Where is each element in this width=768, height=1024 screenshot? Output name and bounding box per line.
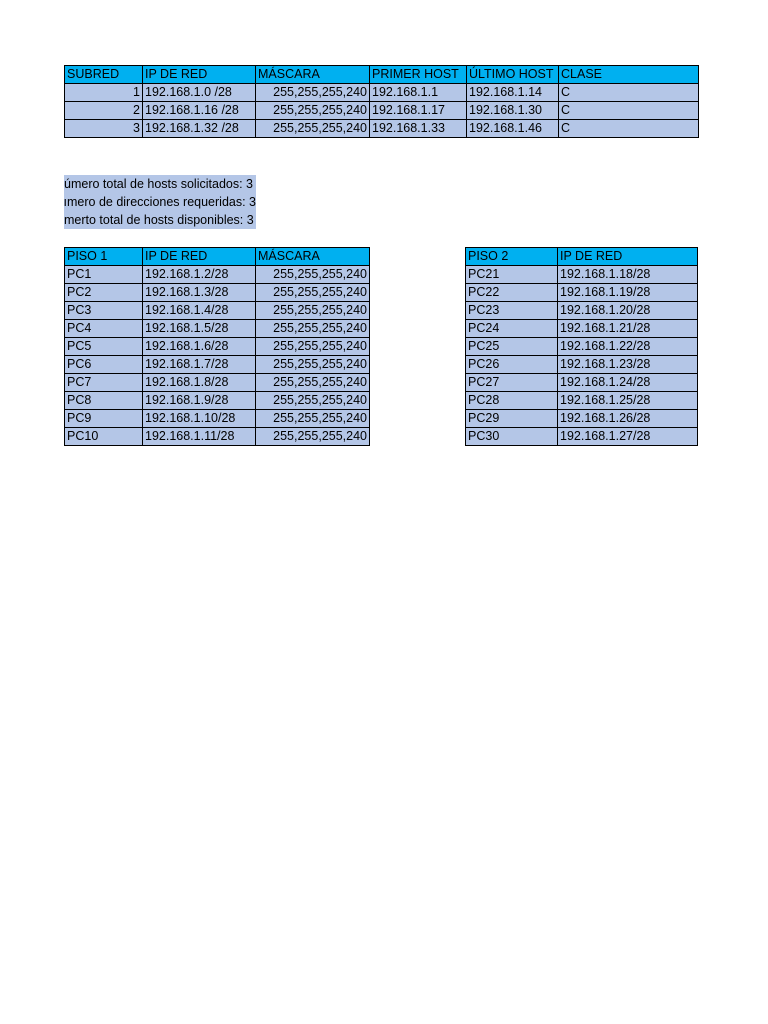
table-row xyxy=(65,428,370,446)
cell[interactable]: C xyxy=(559,84,699,102)
cell[interactable]: 192.168.1.33 xyxy=(370,120,467,138)
cell[interactable]: PC24 xyxy=(466,320,558,338)
cell[interactable]: 255,255,255,240 xyxy=(256,320,370,338)
table-row xyxy=(466,284,698,302)
cell[interactable]: 1 xyxy=(65,84,143,102)
cell[interactable]: 192.168.1.30 xyxy=(467,102,559,120)
floor2-header-row xyxy=(466,248,698,266)
header-cell[interactable]: ÚLTIMO HOST xyxy=(467,66,559,84)
cell[interactable]: 192.168.1.27/28 xyxy=(558,428,698,446)
table-row xyxy=(466,302,698,320)
cell[interactable]: PC9 xyxy=(65,410,143,428)
header-cell[interactable]: MÁSCARA xyxy=(256,66,370,84)
table-row xyxy=(65,338,370,356)
cell[interactable]: 3 xyxy=(65,120,143,138)
cell[interactable]: 192.168.1.6/28 xyxy=(143,338,256,356)
table-row xyxy=(65,392,370,410)
cell[interactable]: 192.168.1.26/28 xyxy=(558,410,698,428)
cell[interactable]: PC21 xyxy=(466,266,558,284)
cell[interactable]: 192.168.1.9/28 xyxy=(143,392,256,410)
table-row xyxy=(466,392,698,410)
note-hosts-requested[interactable]: úmero total de hosts solicitados: 3 xyxy=(64,175,256,193)
table-row xyxy=(65,320,370,338)
cell[interactable]: 255,255,255,240 xyxy=(256,392,370,410)
cell[interactable]: 192.168.1.19/28 xyxy=(558,284,698,302)
cell[interactable]: 192.168.1.17 xyxy=(370,102,467,120)
table-row xyxy=(65,374,370,392)
cell[interactable]: 255,255,255,240 xyxy=(256,356,370,374)
table-row xyxy=(466,410,698,428)
cell[interactable]: 192.168.1.7/28 xyxy=(143,356,256,374)
cell[interactable]: PC3 xyxy=(65,302,143,320)
table-row xyxy=(466,356,698,374)
header-cell[interactable]: IP DE RED xyxy=(143,66,256,84)
table-row xyxy=(65,266,370,284)
floor2-table xyxy=(465,247,698,446)
cell[interactable]: PC28 xyxy=(466,392,558,410)
cell[interactable]: PC4 xyxy=(65,320,143,338)
cell[interactable]: 192.168.1.32 /28 xyxy=(143,120,256,138)
cell[interactable]: 192.168.1.0 /28 xyxy=(143,84,256,102)
cell[interactable]: 192.168.1.4/28 xyxy=(143,302,256,320)
cell[interactable]: 255,255,255,240 xyxy=(256,266,370,284)
cell[interactable]: 192.168.1.24/28 xyxy=(558,374,698,392)
cell[interactable]: 192.168.1.25/28 xyxy=(558,392,698,410)
cell[interactable]: PC8 xyxy=(65,392,143,410)
cell[interactable]: 192.168.1.1 xyxy=(370,84,467,102)
cell[interactable]: 192.168.1.46 xyxy=(467,120,559,138)
table-row xyxy=(65,284,370,302)
cell[interactable]: PC25 xyxy=(466,338,558,356)
table-row xyxy=(466,428,698,446)
table-row xyxy=(466,374,698,392)
cell[interactable]: PC30 xyxy=(466,428,558,446)
cell[interactable]: PC1 xyxy=(65,266,143,284)
header-cell[interactable]: MÁSCARA xyxy=(256,248,370,266)
table-row xyxy=(466,266,698,284)
cell[interactable]: 192.168.1.21/28 xyxy=(558,320,698,338)
cell[interactable]: PC26 xyxy=(466,356,558,374)
cell[interactable]: PC23 xyxy=(466,302,558,320)
cell[interactable]: PC5 xyxy=(65,338,143,356)
note-addresses-required[interactable]: ımero de direcciones requeridas: 3 xyxy=(64,195,256,209)
cell[interactable]: PC6 xyxy=(65,356,143,374)
cell[interactable]: 255,255,255,240 xyxy=(256,410,370,428)
cell[interactable]: PC22 xyxy=(466,284,558,302)
cell[interactable]: 192.168.1.14 xyxy=(467,84,559,102)
cell[interactable]: 255,255,255,240 xyxy=(256,374,370,392)
cell[interactable]: 255,255,255,240 xyxy=(256,302,370,320)
table-row xyxy=(466,320,698,338)
floor1-table xyxy=(64,247,370,446)
subnet-table xyxy=(64,65,699,138)
cell[interactable]: 192.168.1.2/28 xyxy=(143,266,256,284)
header-cell[interactable]: CLASE xyxy=(559,66,699,84)
cell[interactable]: C xyxy=(559,120,699,138)
cell[interactable]: 255,255,255,240 xyxy=(256,84,370,102)
cell[interactable]: C xyxy=(559,102,699,120)
table-row xyxy=(65,120,699,138)
cell[interactable]: 2 xyxy=(65,102,143,120)
cell[interactable]: 192.168.1.22/28 xyxy=(558,338,698,356)
cell[interactable]: 255,255,255,240 xyxy=(256,338,370,356)
cell[interactable]: 255,255,255,240 xyxy=(256,102,370,120)
cell[interactable]: PC10 xyxy=(65,428,143,446)
table-row xyxy=(65,84,699,102)
cell[interactable]: 255,255,255,240 xyxy=(256,120,370,138)
subnet-header-row xyxy=(65,66,699,84)
cell[interactable]: 192.168.1.5/28 xyxy=(143,320,256,338)
cell[interactable]: 192.168.1.8/28 xyxy=(143,374,256,392)
header-cell[interactable]: PRIMER HOST xyxy=(370,66,467,84)
cell[interactable]: PC29 xyxy=(466,410,558,428)
table-row xyxy=(466,338,698,356)
cell[interactable]: 192.168.1.20/28 xyxy=(558,302,698,320)
table-row xyxy=(65,302,370,320)
cell[interactable]: 192.168.1.3/28 xyxy=(143,284,256,302)
header-cell[interactable]: IP DE RED xyxy=(143,248,256,266)
note-hosts-available[interactable]: merto total de hosts disponibles: 3 xyxy=(64,211,256,229)
floor1-header-row xyxy=(65,248,370,266)
cell[interactable]: 192.168.1.16 /28 xyxy=(143,102,256,120)
header-cell[interactable]: PISO 2 xyxy=(466,248,558,266)
header-cell[interactable]: SUBRED xyxy=(65,66,143,84)
cell[interactable]: 255,255,255,240 xyxy=(256,428,370,446)
cell[interactable]: PC27 xyxy=(466,374,558,392)
cell[interactable]: 192.168.1.10/28 xyxy=(143,410,256,428)
cell[interactable]: PC2 xyxy=(65,284,143,302)
table-row xyxy=(65,410,370,428)
table-row xyxy=(65,102,699,120)
header-cell[interactable]: IP DE RED xyxy=(558,248,698,266)
cell[interactable]: 192.168.1.23/28 xyxy=(558,356,698,374)
cell[interactable]: PC7 xyxy=(65,374,143,392)
cell[interactable]: 192.168.1.11/28 xyxy=(143,428,256,446)
header-cell[interactable]: PISO 1 xyxy=(65,248,143,266)
table-row xyxy=(65,356,370,374)
cell[interactable]: 255,255,255,240 xyxy=(256,284,370,302)
cell[interactable]: 192.168.1.18/28 xyxy=(558,266,698,284)
